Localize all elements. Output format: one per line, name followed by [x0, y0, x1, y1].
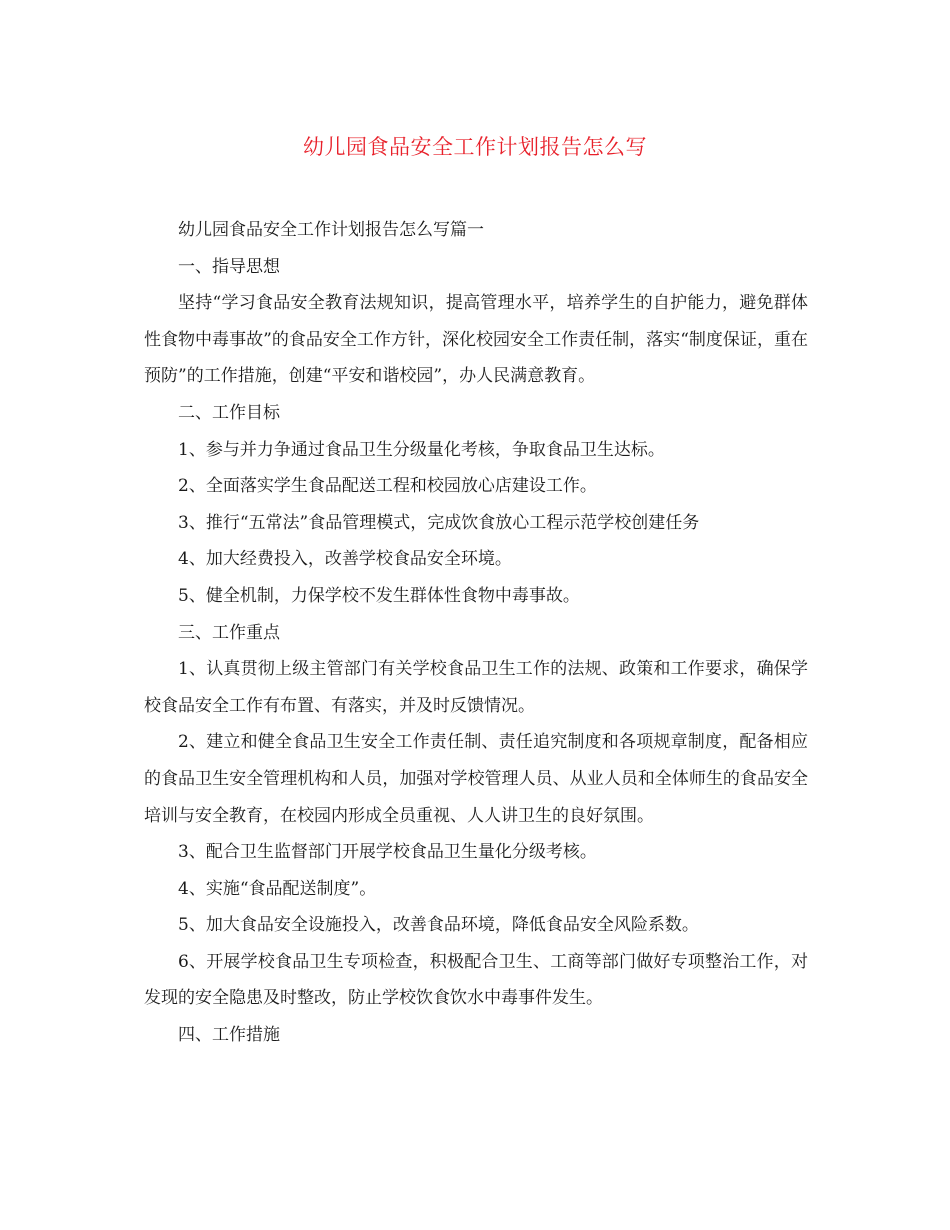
list-item: 3、推行“五常法”食品管理模式，完成饮食放心工程示范学校创建任务: [178, 512, 700, 533]
list-item: 3、配合卫生监督部门开展学校食品卫生量化分级考核。: [178, 842, 597, 863]
list-item: 4、实施“食品配送制度”。: [178, 878, 377, 899]
heading-work-focus: 三、工作重点: [178, 622, 280, 643]
heading-work-measures: 四、工作措施: [178, 1025, 280, 1046]
paragraph: 坚持“学习食品安全教育法规知识，提高管理水平，培养学生的自护能力，避免群体性食物中毒事故”的食品安全工作方针，深化校园安全工作责任制，落实“制度保证，重在预防”的工作措施，创建“平安和谐校园”，办人民满意教育。: [144, 293, 808, 387]
list-item: 5、加大食品安全设施投入，改善食品环境，降低食品安全风险系数。: [178, 915, 699, 936]
list-item: 2、全面落实学生食品配送工程和校园放心店建设工作。: [178, 476, 597, 497]
list-item: 5、健全机制，力保学校不发生群体性食物中毒事故。: [178, 585, 580, 606]
document-body: [144, 212, 808, 1054]
list-item: 1、参与并力争通过食品卫生分级量化考核，争取食品卫生达标。: [178, 439, 665, 460]
heading-work-goals: 二、工作目标: [178, 402, 280, 423]
heading-guiding-ideology: 一、指导思想: [178, 256, 280, 277]
list-item: 2、建立和健全食品卫生安全工作责任制、责任追究制度和各项规章制度，配备相应的食品卫生安全管理机构和人员，加强对学校管理人员、从业人员和全体师生的食品安全培训与安全教育，在校园内形成全员重视、人人讲卫生的良好氛围。: [144, 732, 808, 826]
list-item: 4、加大经费投入，改善学校食品安全环境。: [178, 549, 512, 570]
document-title: 幼儿园食品安全工作计划报告怎么写: [303, 135, 647, 159]
list-item: 1、认真贯彻上级主管部门有关学校食品卫生工作的法规、政策和工作要求，确保学校食品安全工作有布置、有落实，并及时反馈情况。: [144, 659, 808, 716]
list-item: 6、开展学校食品卫生专项检查，积极配合卫生、工商等部门做好专项整治工作，对发现的安全隐患及时整改，防止学校饮食饮水中毒事件发生。: [144, 951, 808, 1009]
section-heading: 幼儿园食品安全工作计划报告怎么写篇一: [178, 220, 484, 240]
